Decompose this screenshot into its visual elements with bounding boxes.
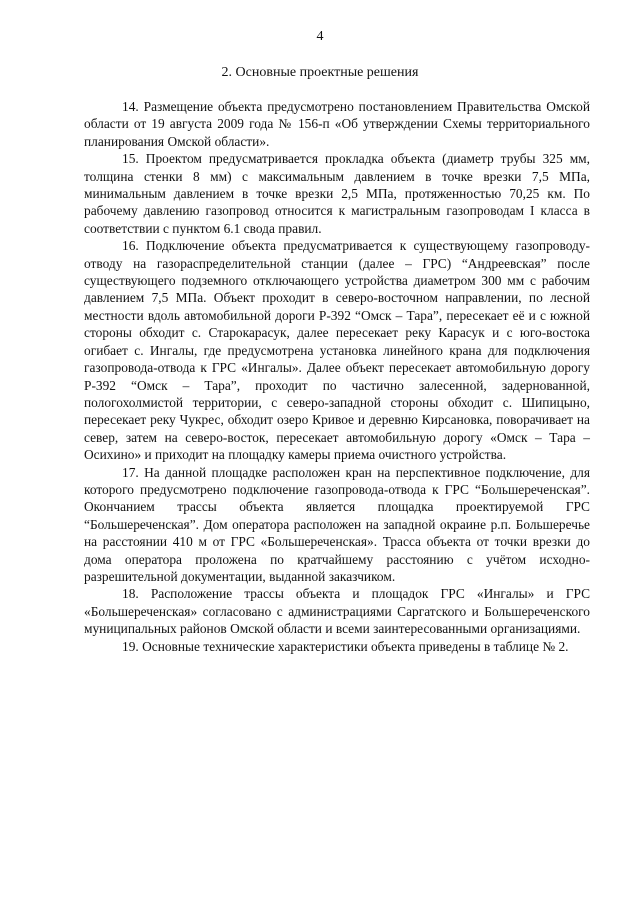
paragraph-19: 19. Основные технические характеристики объекта приведены в таблице № 2.	[122, 638, 569, 654]
paragraph-14: 14. Размещение объекта предусмотрено постановлением Правительства Омской области от 19 августа 2009 года № 156-п «Об утверждении Схемы территориального планирования Омской области».	[84, 99, 590, 149]
paragraph-15: 15. Проектом предусматривается прокладка объекта (диаметр трубы 325 мм, толщина стенки 8 мм) с максимальным давлением в точке врезки 7,5 МПа, минимальным давлением в точке врезки 2,5 МПа, протяженностью 70,25 км. По рабочему давлению газопровод относится к магистральным газопроводам I класса в соответствии с пунктом 6.1 свода правил.	[84, 151, 590, 236]
paragraph-18: 18. Расположение трассы объекта и площадок ГРС «Ингалы» и ГРС «Большереченская» согласовано с администрациями Саргатского и Большереченского муниципальных районов Омской области и всеми заинтересованными организациями.	[84, 586, 590, 637]
paragraph-16: 16. Подключение объекта предусматривается к существующему газопроводу-отводу на газораспределительной станции (далее – ГРС) “Андреевская” после существующего подземного отключающего устройства диаметром 300 мм с рабочим давлением 7,5 МПа. Объект проходит в северо-восточном направлении, по лесной местности вдоль автомобильной дороги Р-392 “Омск – Тара”, пересекает её и с южной стороны обходит с. Старокарасук, далее пересекает реку Карасук и с юго-востока огибает с. Ингалы, где предусмотрена установка линейного крана для подключения газопровода-отвода к ГРС «Ингалы». Далее объект пересекает автомобильную дорогу Р-392 “Омск – Тара”, проходит по частично залесенной, задернованной, пологохолмистой территории, с северо-западной стороны обходит с. Шипицыно, пересекает реку Чукрес, обходит озеро Кривое и деревню Кирсановка, поворачивает на север, затем на северо-восток, пересекает автомобильную дорогу «Омск – Тара – Осихино» и приходит на площадку камеры приема очистного устройства.	[84, 238, 590, 463]
section-heading: 2. Основные проектные решения	[221, 65, 419, 80]
page-number: 4	[316, 29, 324, 44]
document-body	[84, 98, 590, 655]
paragraph-17: 17. На данной площадке расположен кран на перспективное подключение, для которого предусмотрено подключение газопровода-отвода к ГРС “Большереченская”. Окончанием трассы объекта является площадка проектируемой ГРС “Большереченская”. Дом оператора расположен на западной окраине р.п. Большеречье на расстоянии 410 м от ГРС «Большереченская». Трасса объекта от точки врезки до дома оператора проложена по кратчайшему расстоянию с учётом исходно-разрешительной документации, выданной заказчиком.	[84, 464, 590, 584]
